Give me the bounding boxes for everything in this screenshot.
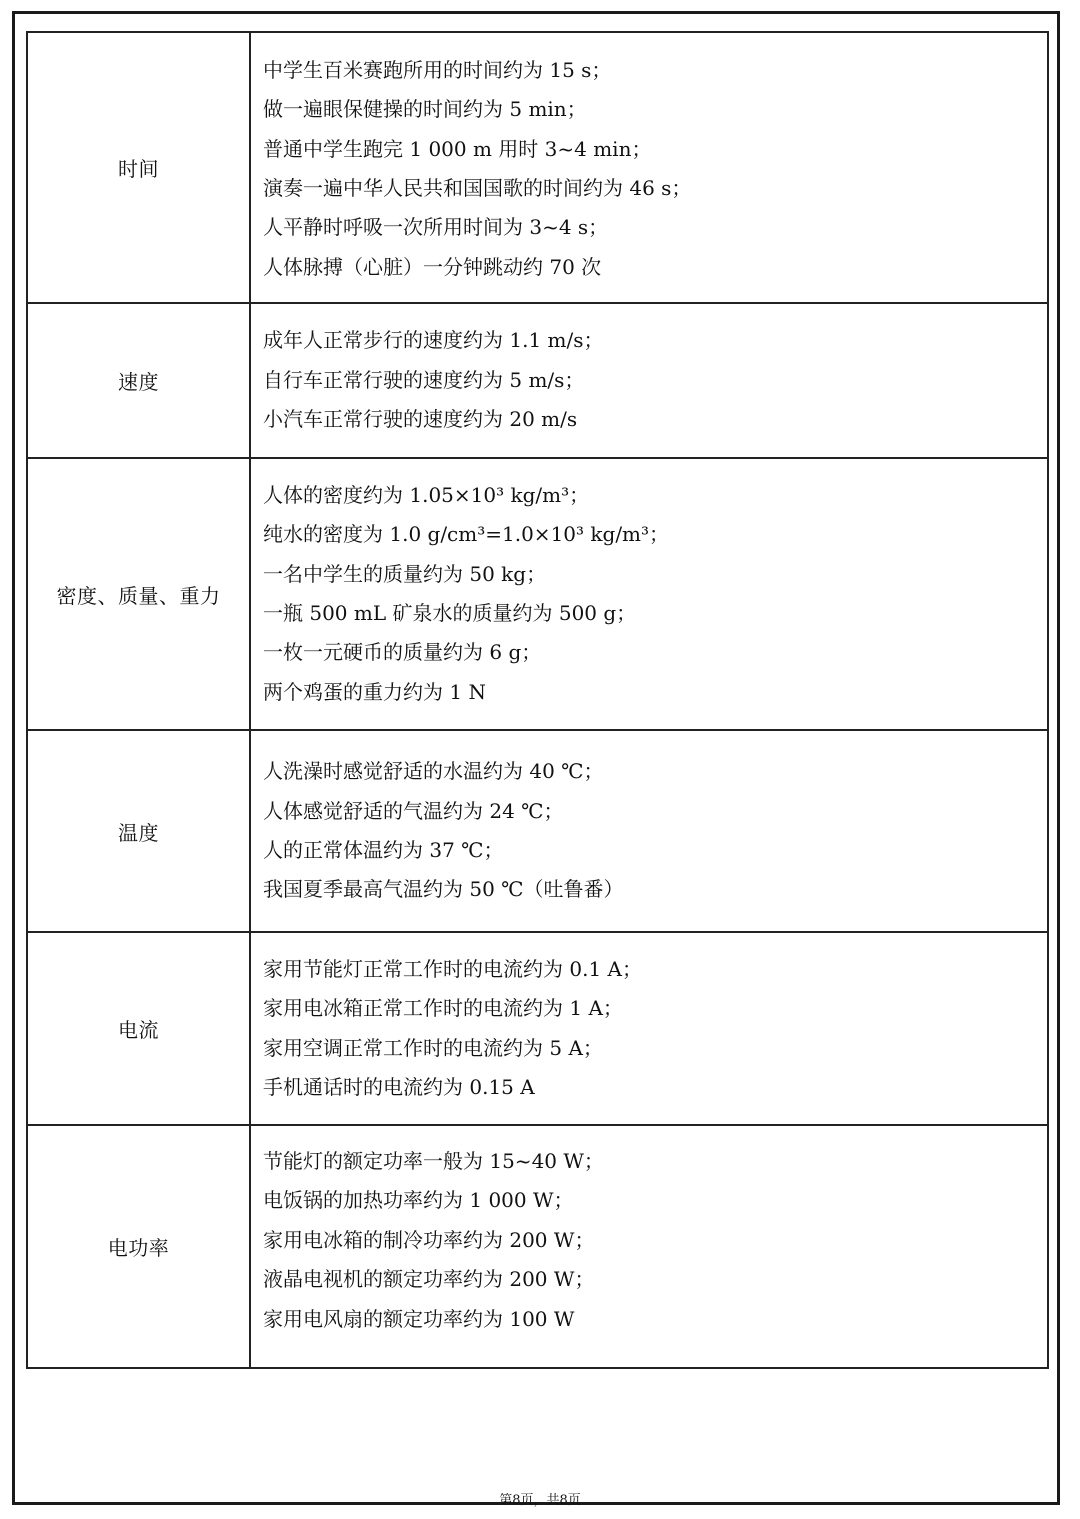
list-item: 家用空调正常工作时的电流约为 5 A； <box>263 1035 603 1060</box>
category-cell <box>27 1125 250 1368</box>
list-item: 做一遍眼保健操的时间约为 5 min； <box>263 97 587 122</box>
list-item: 一瓶 500 mL 矿泉水的质量约为 500 g； <box>263 601 637 625</box>
list-item: 成年人正常步行的速度约为 1.1 m/s； <box>263 328 604 353</box>
list-item: 两个鸡蛋的重力约为 1 N <box>263 679 486 704</box>
category-label: 速度 <box>118 370 159 394</box>
category-label: 电功率 <box>107 1236 170 1260</box>
category-cell <box>27 303 250 458</box>
list-item: 液晶电视机的额定功率约为 200 W； <box>263 1267 595 1292</box>
items-cell <box>250 932 1048 1125</box>
page-number: 第8页，共8页 <box>499 1493 581 1508</box>
list-item: 家用节能灯正常工作时的电流约为 0.1 A； <box>263 956 642 981</box>
category-cell <box>27 32 250 303</box>
category-cell <box>27 730 250 932</box>
category-label: 电流 <box>118 1018 159 1042</box>
category-cell <box>27 458 250 730</box>
category-label: 时间 <box>118 157 159 181</box>
list-item: 节能灯的额定功率一般为 15~40 W； <box>263 1148 604 1173</box>
items-cell <box>250 458 1048 730</box>
items-cell <box>250 32 1048 303</box>
list-item: 普通中学生跑完 1 000 m 用时 3~4 min； <box>263 136 652 161</box>
items-cell <box>250 1125 1048 1368</box>
table-row <box>27 932 1048 1125</box>
list-item: 自行车正常行驶的速度约为 5 m/s； <box>263 367 585 392</box>
list-item: 纯水的密度为 1.0 g/cm³=1.0×10³ kg/m³； <box>263 522 670 547</box>
list-item: 电饭锅的加热功率约为 1 000 W； <box>263 1188 574 1213</box>
list-item: 手机通话时的电流约为 0.15 A <box>263 1074 535 1099</box>
items-cell <box>250 303 1048 458</box>
list-item: 小汽车正常行驶的速度约为 20 m/s <box>263 407 578 432</box>
list-item: 中学生百米赛跑所用的时间约为 15 s； <box>263 57 612 82</box>
list-item: 人的正常体温约为 37 ℃； <box>263 838 504 862</box>
table-row <box>27 458 1048 730</box>
list-item: 家用电冰箱正常工作时的电流约为 1 A； <box>263 996 623 1021</box>
list-item: 家用电冰箱的制冷功率约为 200 W； <box>263 1227 595 1252</box>
list-item: 一名中学生的质量约为 50 kg； <box>263 561 547 586</box>
list-item: 演奏一遍中华人民共和国国歌的时间约为 46 s； <box>263 176 692 200</box>
category-cell <box>27 932 250 1125</box>
table-row <box>27 730 1048 932</box>
list-item: 人体脉搏（心脏）一分钟跳动约 70 次 <box>263 254 602 279</box>
list-item: 人体的密度约为 1.05×10³ kg/m³； <box>263 482 590 507</box>
list-item: 家用电风扇的额定功率约为 100 W <box>263 1306 575 1331</box>
items-cell <box>250 730 1048 932</box>
category-label: 密度、质量、重力 <box>56 583 221 608</box>
list-item: 人洗澡时感觉舒适的水温约为 40 ℃； <box>263 759 604 784</box>
list-item: 人体感觉舒适的气温约为 24 ℃； <box>263 798 564 823</box>
estimates-table <box>26 31 1049 1369</box>
list-item: 人平静时呼吸一次所用时间为 3~4 s； <box>263 215 609 240</box>
table-row <box>27 1125 1048 1368</box>
table-row <box>27 303 1048 458</box>
category-label: 温度 <box>118 820 159 845</box>
table-row <box>27 32 1048 303</box>
list-item: 我国夏季最高气温约为 50 ℃（吐鲁番） <box>263 877 624 902</box>
list-item: 一枚一元硬币的质量约为 6 g； <box>263 640 542 665</box>
